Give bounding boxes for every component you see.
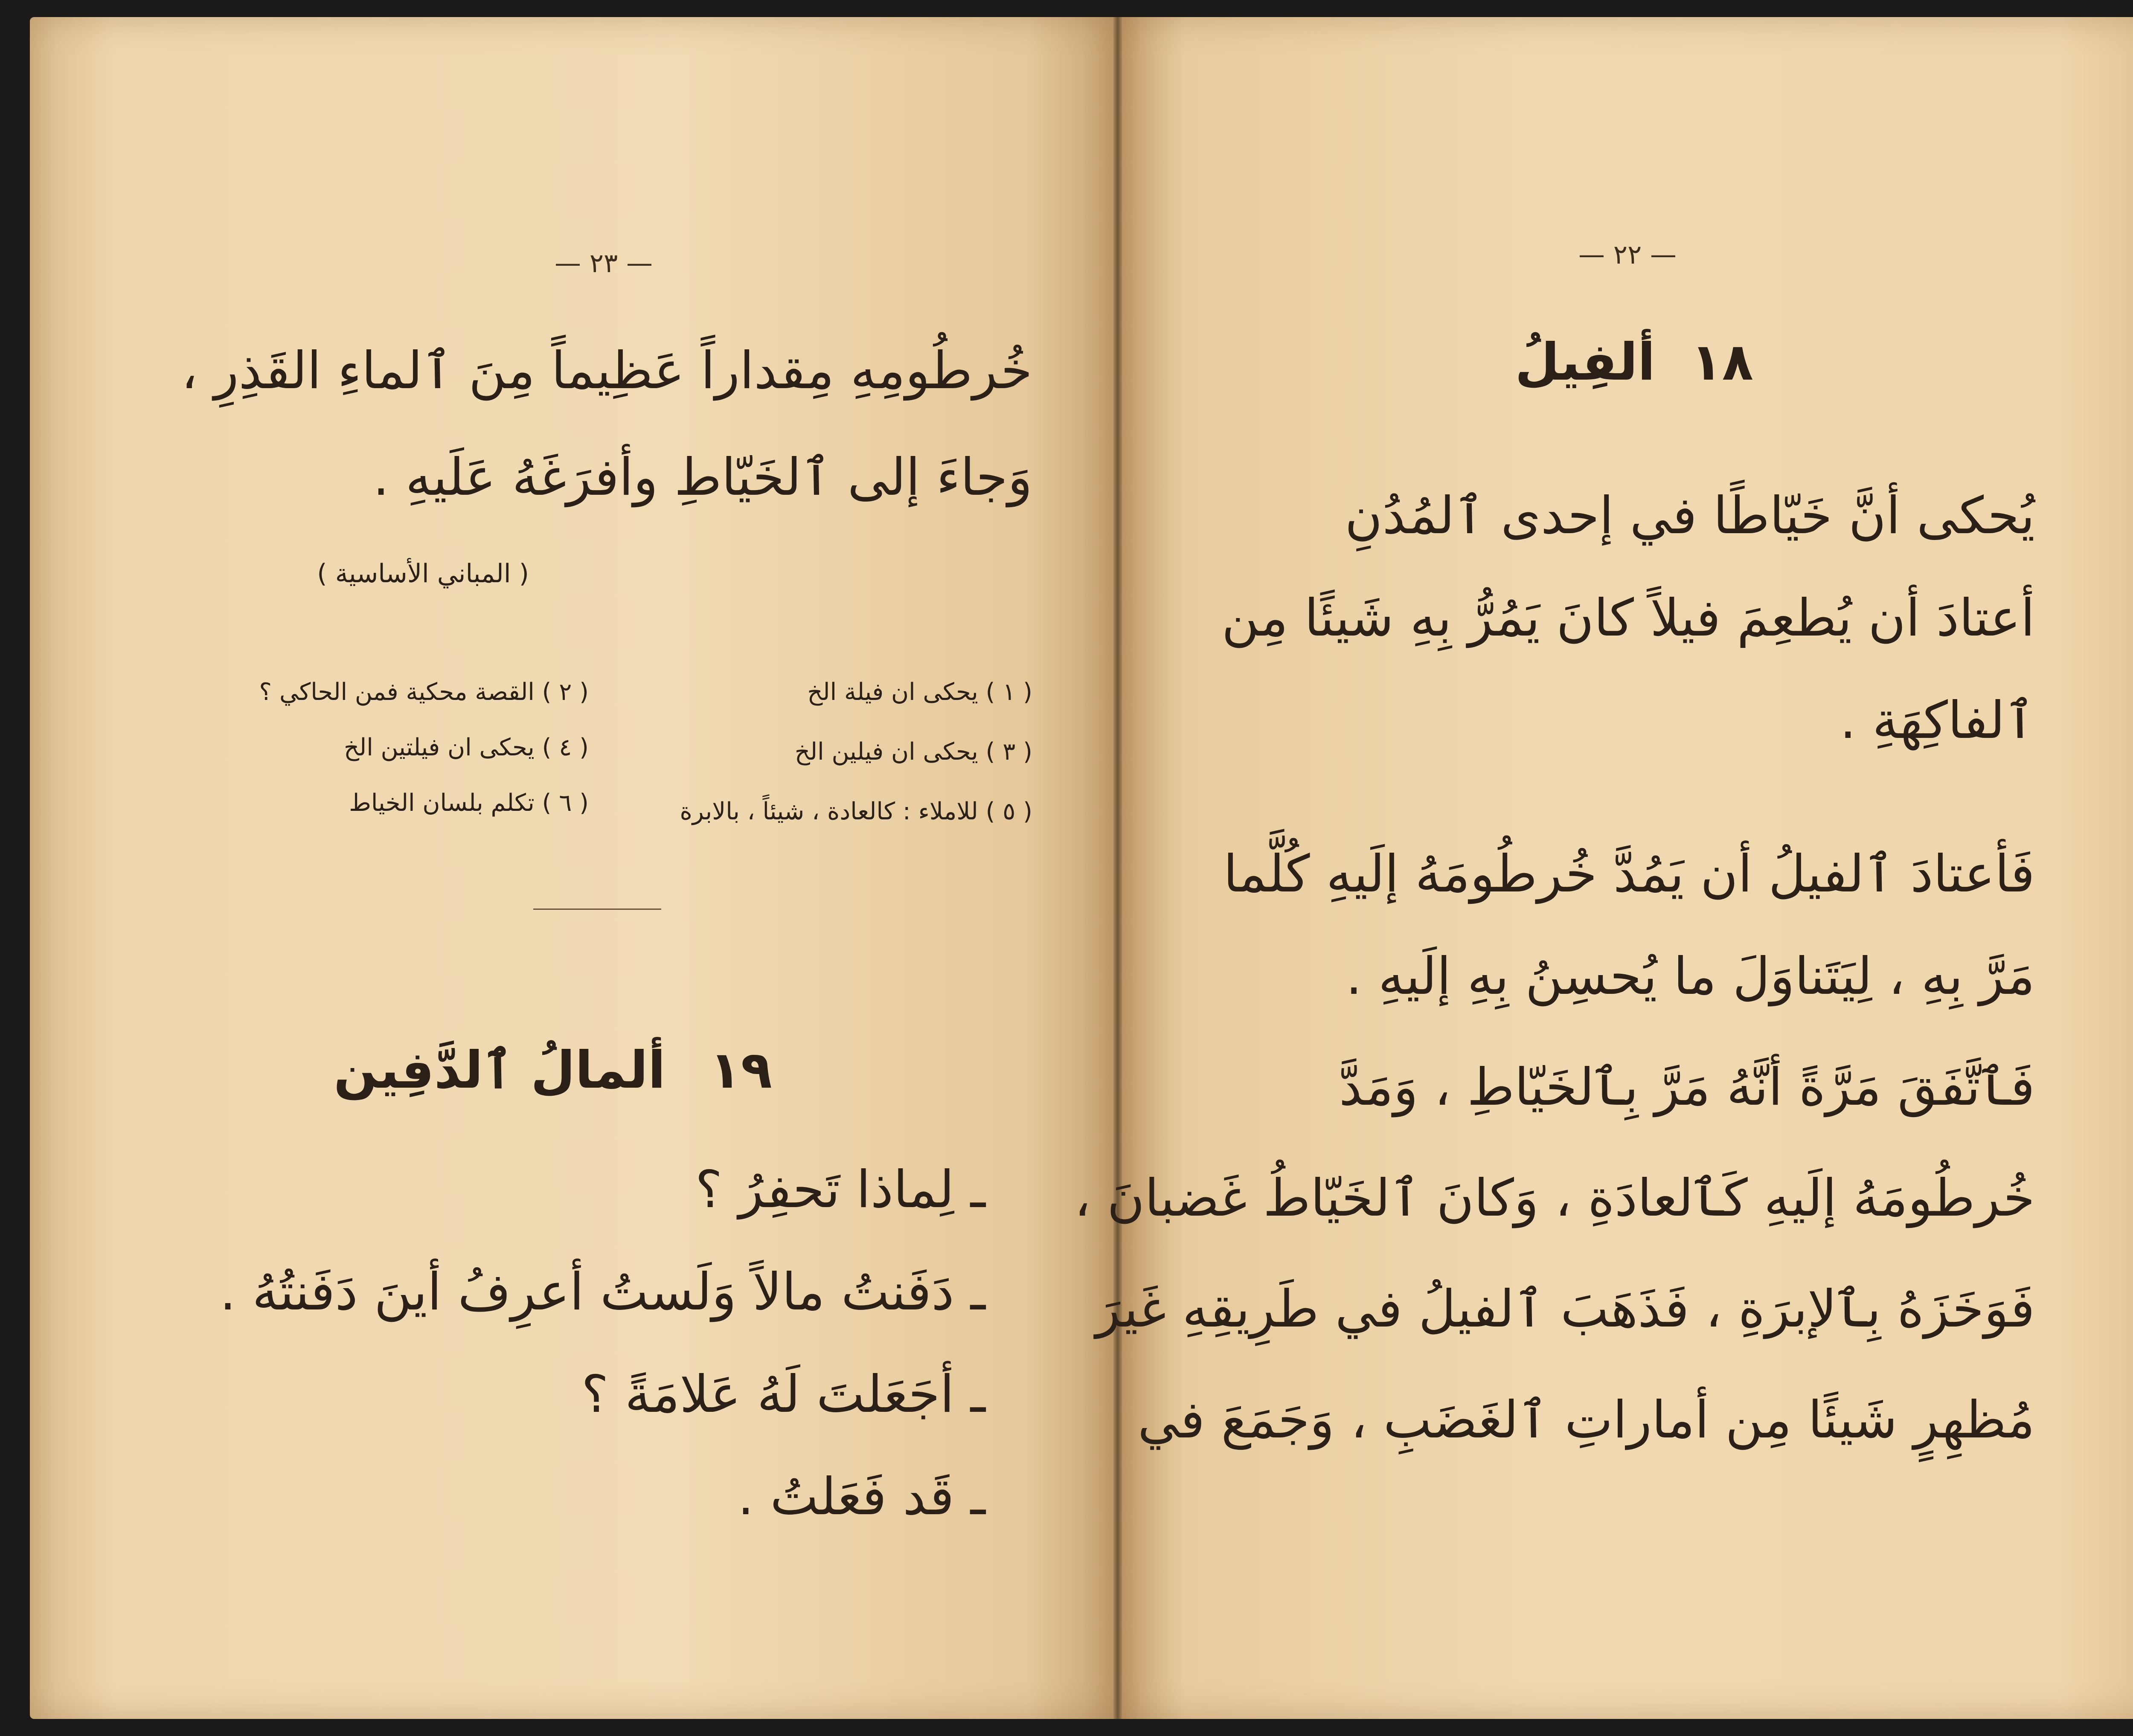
open-book [30, 17, 2133, 1719]
left-page [30, 17, 1113, 1719]
lesson-title-19: ألمالُ ٱلدَّفِين [334, 1041, 665, 1100]
lesson-title-18: ألفِيلُ [1515, 333, 1655, 392]
exercise-6: ( ٦ ) تكلم بلسان الخياط [349, 789, 589, 817]
exercise-5: ( ٥ ) للاملاء : كالعادة ، شيئاً ، بالابرة [680, 798, 1032, 825]
page-number-left: — ٢٣ — [555, 247, 653, 279]
dialogue-line-4: ـ قَد فَعَلتُ . [738, 1467, 985, 1527]
lesson-number-18: ١٨ [1691, 333, 1753, 392]
page-number-right: — ٢٢ — [1578, 239, 1677, 270]
paragraph-2-line-2: مَرَّ بِهِ ، لِيَتَناوَلَ ما يُحسِنُ بِهِ إلَيهِ . [1345, 947, 2035, 1006]
paragraph-3-line-3: فَوَخَزَهُ بِٱلإبرَةِ ، فَذَهَبَ ٱلفيلُ في طَرِيقِهِ غَيرَ [1096, 1280, 2035, 1339]
source-citation: ( المباني الأساسية ) [317, 559, 529, 589]
section-divider [533, 909, 661, 910]
exercise-1: ( ١ ) يحكى ان فيلة الخ [807, 678, 1032, 706]
story-end-line-2: وَجاءَ إلى ٱلخَيّاطِ وأفرَغَهُ عَلَيهِ . [373, 448, 1032, 507]
dialogue-line-2: ـ دَفَنتُ مالاً وَلَستُ أعرِفُ أينَ دَفَنتُهُ . [219, 1263, 985, 1322]
paragraph-1-line-2: أعتادَ أن يُطعِمَ فيلاً كانَ يَمُرُّ بِهِ شَيئًا مِن [1221, 589, 2035, 648]
story-end-line-1: خُرطُومِهِ مِقداراً عَظِيماً مِنَ ٱلماءِ القَذِرِ ، [181, 341, 1032, 401]
lesson-number-19: ١٩ [709, 1041, 772, 1100]
paragraph-1-line-1: يُحكى أنَّ خَيّاطًا في إحدى ٱلمُدُنِ [1345, 486, 2035, 546]
right-page [1074, 17, 2133, 1719]
dialogue-line-1: ـ لِماذا تَحفِرُ ؟ [695, 1160, 985, 1219]
exercise-4: ( ٤ ) يحكى ان فيلتين الخ [343, 734, 589, 761]
paragraph-3-line-4: مُظهِرٍ شَيئًا مِن أماراتِ ٱلغَضَبِ ، وَجَمَعَ في [1138, 1391, 2035, 1450]
dialogue-line-3: ـ أجَعَلتَ لَهُ عَلامَةً ؟ [581, 1365, 985, 1424]
exercise-2: ( ٢ ) القصة محكية فمن الحاكي ؟ [259, 678, 589, 706]
paragraph-1-line-3: ٱلفاكِهَةِ . [1839, 691, 2035, 750]
paragraph-3-line-2: خُرطُومَهُ إلَيهِ كَٱلعادَةِ ، وَكانَ ٱلخَيّاطُ غَضبانَ ، [1074, 1169, 2035, 1228]
book-gutter [1113, 17, 1122, 1719]
paragraph-2-line-1: فَأعتادَ ٱلفيلُ أن يَمُدَّ خُرطُومَهُ إلَيهِ كُلَّما [1223, 845, 2035, 904]
exercise-3: ( ٣ ) يحكى ان فيلين الخ [794, 738, 1032, 766]
paragraph-3-line-1: فَٱتَّفَقَ مَرَّةً أنَّهُ مَرَّ بِٱلخَيّاطِ ، وَمَدَّ [1339, 1058, 2035, 1117]
